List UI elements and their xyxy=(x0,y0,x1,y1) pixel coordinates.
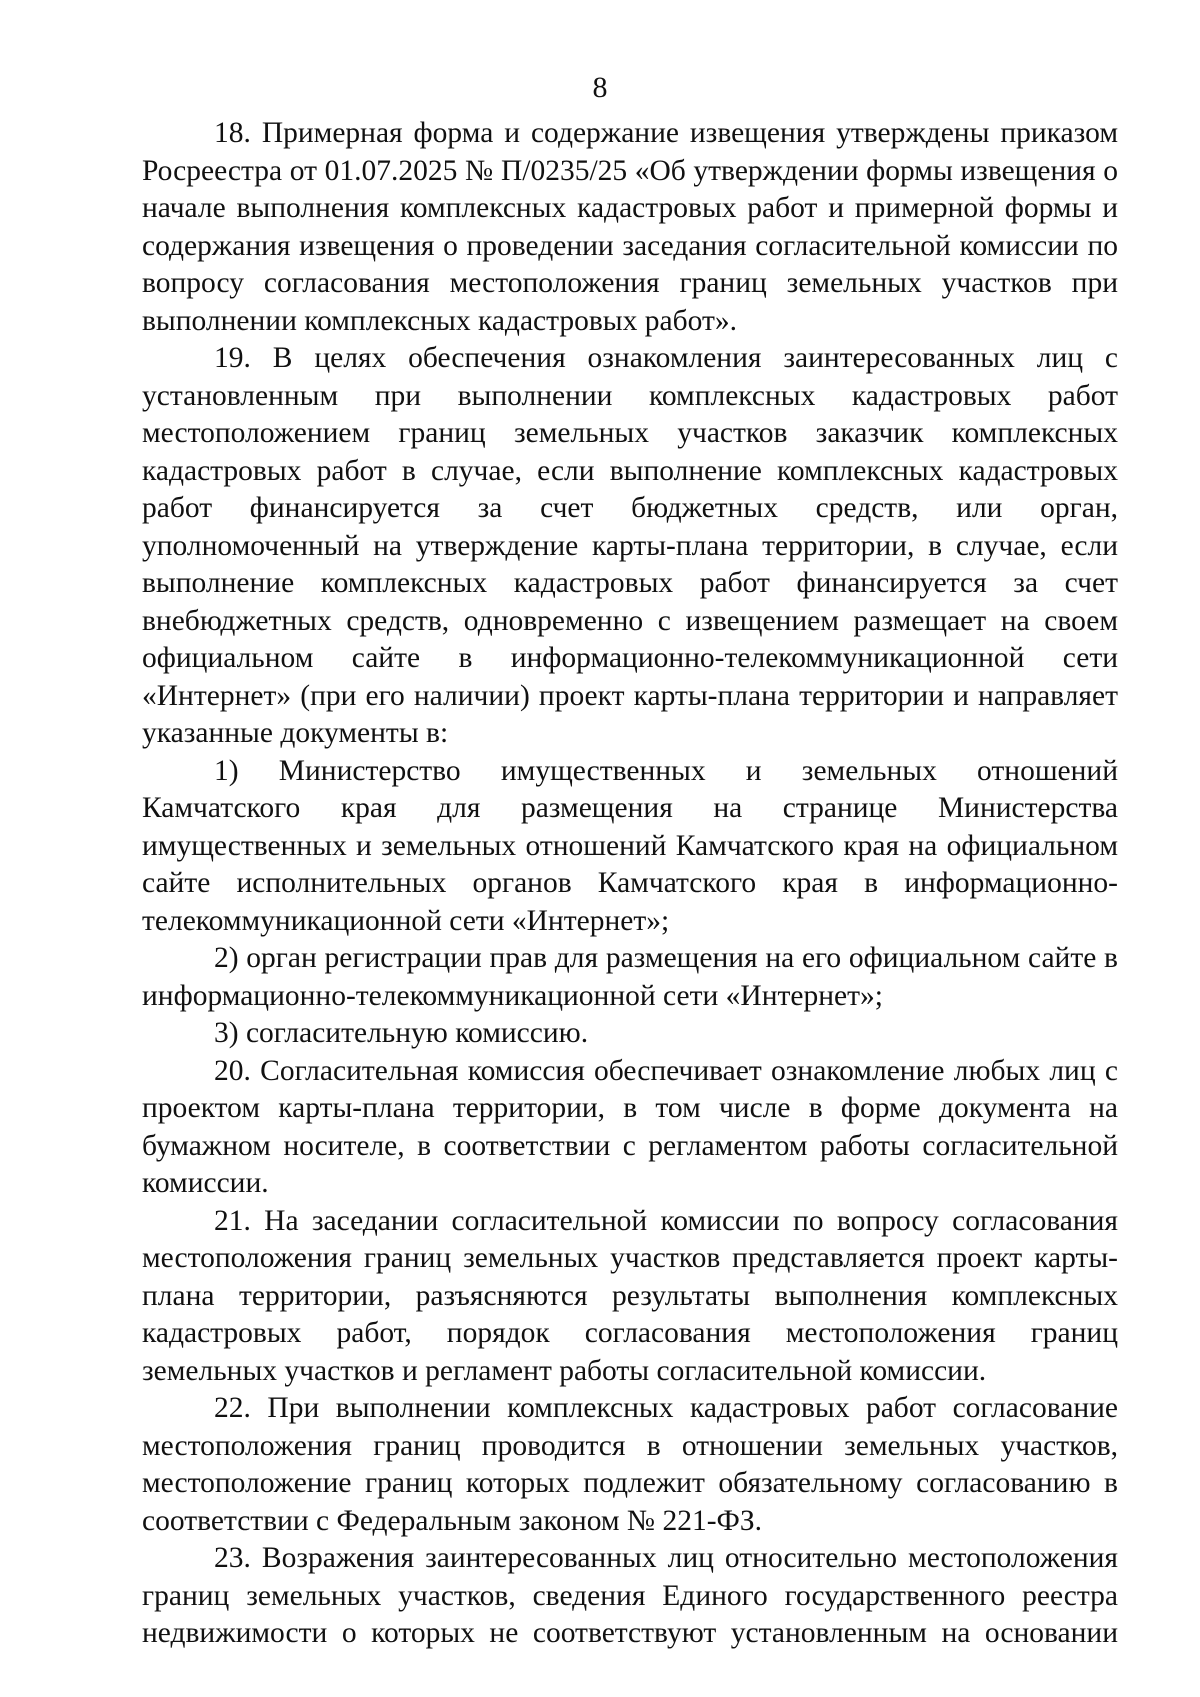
paragraph-18: 18. Примерная форма и содержание извещения утверждены приказом Росреестра от 01.07.2025 № П/0235/25 «Об утверждении формы извещения о начале выполнения комплексных кадастровых работ и примерной формы и содержания извещения о проведении заседания согласительной комиссии по вопросу согласования местоположения границ земельных участков при выполнении комплексных кадастровых работ». xyxy=(142,117,1118,337)
paragraph-20: 20. Согласительная комиссия обеспечивает ознакомление любых лиц с проектом карты-плана территории, в том числе в форме документа на бумажном носителе, в соответствии с регламентом работы согласительной комиссии. xyxy=(142,1054,1118,1199)
paragraph-19: 19. В целях обеспечения ознакомления заинтересованных лиц с установленным при выполнении комплексных кадастровых работ местоположением границ земельных участков заказчик комплексных кадастровых работ в случае, если выполнение комплексных кадастровых работ финансируется за счет бюджетных средств, или орган, уполномоченный на утверждение карты-плана территории, в случае, если выполнение комплексных кадастровых работ финансируется за счет внебюджетных средств, одновременно с извещением размещает на своем официальном сайте в информационно-телекоммуникационной сети «Интернет» (при его наличии) проект карты-плана территории и направляет указанные документы в: xyxy=(142,342,1118,749)
paragraph-19-item-1: 1) Министерство имущественных и земельных отношений Камчатского края для размещения на странице Министерства имущественных и земельных отношений Камчатского края на официальном сайте исполнительных органов Камчатского края в информационно-телекоммуникационной сети «Интернет»; xyxy=(142,754,1118,937)
paragraph-23: 23. Возражения заинтересованных лиц относительно местоположения границ земельных участков, сведения Единого государственного реестра недвижимости о которых не соответствуют установленным на основании xyxy=(142,1542,1118,1649)
paragraph-19-item-2: 2) орган регистрации прав для размещения на его официальном сайте в информационно-телекоммуникационной сети «Интернет»; xyxy=(142,942,1118,1012)
paragraph-21: 21. На заседании согласительной комиссии по вопросу согласования местоположения границ земельных участков представляется проект карты-плана территории, разъясняются результаты выполнения комплексных кадастровых работ, порядок согласования местоположения границ земельных участков и регламент работы согласительной комиссии. xyxy=(142,1204,1118,1387)
document-body xyxy=(142,115,1118,1653)
paragraph-22: 22. При выполнении комплексных кадастровых работ согласование местоположения границ проводится в отношении земельных участков, местоположение границ которых подлежит обязательному согласованию в соответствии с Федеральным законом № 221-ФЗ. xyxy=(142,1392,1118,1537)
paragraph-19-item-3: 3) согласительную комиссию. xyxy=(214,1017,589,1049)
page-number: 8 xyxy=(592,71,608,104)
